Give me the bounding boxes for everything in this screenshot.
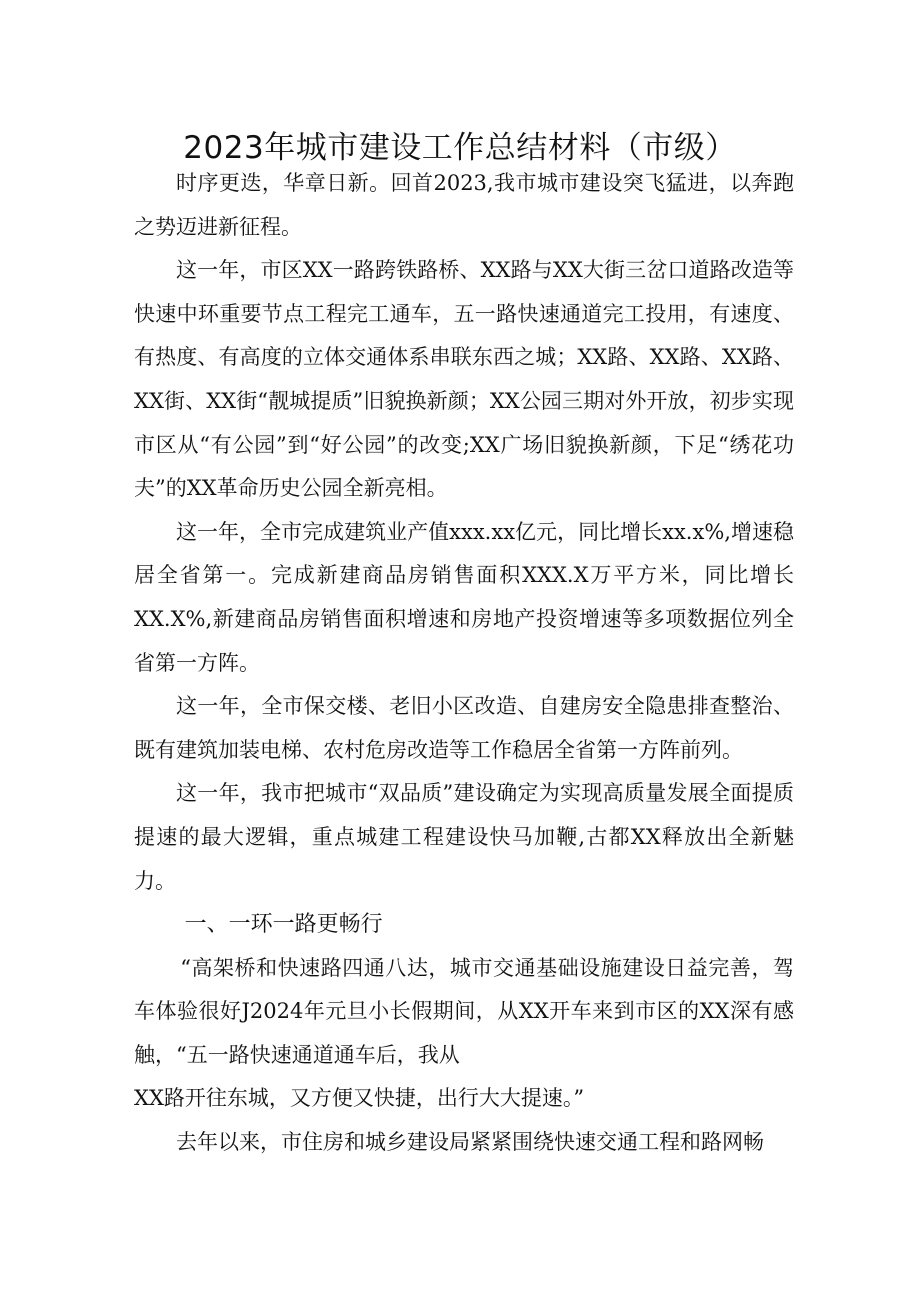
paragraph-construction-output: 这一年，全市完成建筑业产值xxx.xx亿元，同比增长xx.x%,增速稳居全省第一。完成新建商品房销售面积XXX.X万平方米，同比增长XX.X%,新建商品房销售面积增速和房地产投资增速等多项数据位列全省第一方阵。 <box>134 519 794 675</box>
section-heading: 一、一环一路更畅行 <box>184 912 383 938</box>
paragraph-intro: 时序更迭，华章日新。回首2023,我市城市建设突飞猛进，以奔跑之势迈进新征程。 <box>134 171 794 239</box>
paragraph-quote-continued: XX路开往东城，又方便又快捷，出行大大提速。” <box>134 1086 585 1111</box>
paragraph-achievements: 这一年，市区XX一路跨铁路桥、XX路与XX大街三岔口道路改造等快速中环重要节点工程完工通车，五一路快速通道完工投用，有速度、有热度、有高度的立体交通体系串联东西之城；XX路、XX路、XX路、XX街、XX街“靓城提质”旧貌换新颜；XX公园三期对外开放，初步实现市区从“有公园”到“好公园”的改变;XX广场旧貌换新颜，下足“绣花功夫”的XX革命历史公园全新亮相。 <box>134 258 794 501</box>
paragraph-dual-quality: 这一年，我市把城市“双品质”建设确定为实现高质量发展全面提质提速的最大逻辑，重点城建工程建设快马加鞭,古都XX释放出全新魅力。 <box>134 781 794 893</box>
paragraph-housing-work: 这一年，全市保交楼、老旧小区改造、自建房安全隐患排查整治、既有建筑加装电梯、农村危房改造等工作稳居全省第一方阵前列。 <box>134 694 794 762</box>
document-body <box>134 162 794 1165</box>
document-title: 2023年城市建设工作总结材料（市级） <box>183 130 737 166</box>
paragraph-quote: “高架桥和快速路四通八达，城市交通基础设施建设日益完善，驾车体验很好J2024年元旦小长假期间，从XX开车来到市区的XX深有感触，“五一路快速通道通车后，我从 <box>134 955 794 1067</box>
paragraph-last: 去年以来，市住房和城乡建设局紧紧围绕快速交通工程和路网畅 <box>176 1130 764 1155</box>
